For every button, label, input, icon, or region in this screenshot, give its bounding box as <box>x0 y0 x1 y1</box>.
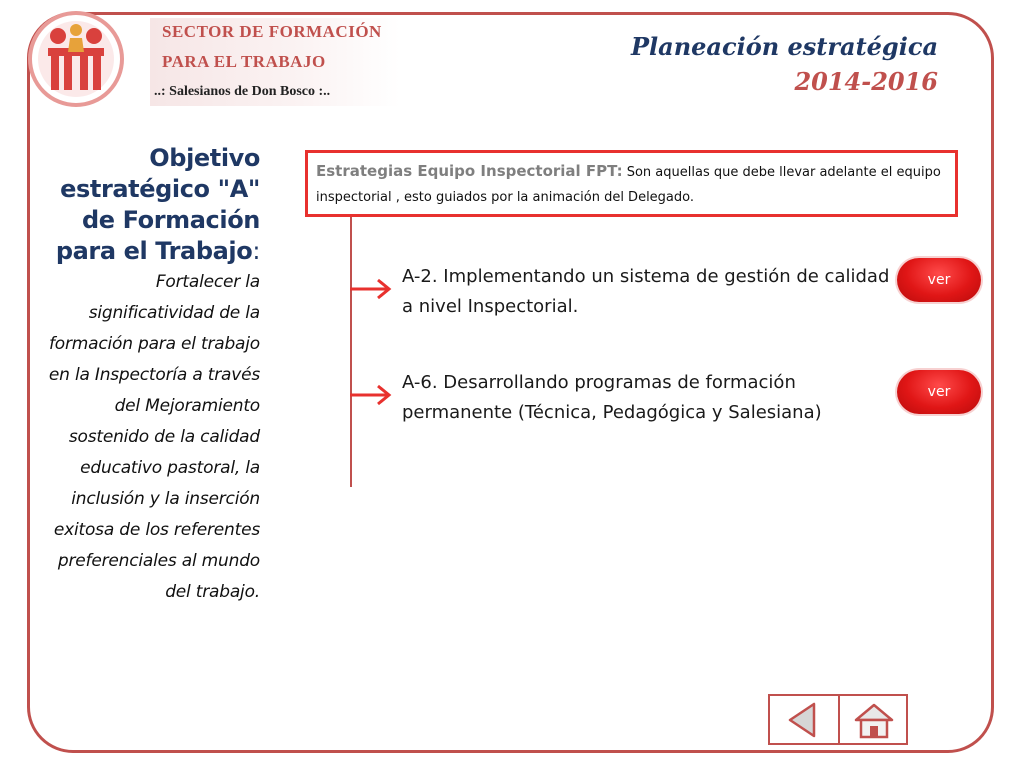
connector-line <box>350 217 352 487</box>
arrow-right-icon <box>350 383 392 407</box>
strategies-box <box>305 150 958 217</box>
home-icon[interactable] <box>844 700 904 740</box>
objective-heading-colon: : <box>252 237 260 265</box>
back-arrow-icon[interactable] <box>774 700 834 740</box>
strategy-item-a2: A-2. Implementando un sistema de gestión de calidad a nivel Inspectorial. <box>402 266 890 317</box>
objective-heading-text: Objetivo estratégico "A" de Formación para el Trabajo <box>55 144 260 265</box>
page-title-block <box>631 32 938 96</box>
strategies-label: Estrategias Equipo Inspectorial FPT: <box>316 162 623 180</box>
nav-divider <box>838 696 840 743</box>
ver-button-a6[interactable]: ver <box>897 370 981 414</box>
objective-heading <box>36 143 260 267</box>
strategy-item-a6: A-6. Desarrollando programas de formación permanente (Técnica, Pedagógica y Salesiana) <box>402 372 822 423</box>
banner-title: SECTOR DE FORMACIÓN <box>162 22 382 41</box>
salesian-logo-icon <box>26 4 126 116</box>
page-title: Planeación estratégica <box>630 32 938 61</box>
objective-description: Fortalecer la significatividad de la formación para el trabajo en la Inspectoría a través del Mejoramiento sostenido de la calidad educativo pastoral, la inclusión y la inserción exitosa de los referentes preferenciales al mundo del trabajo. <box>48 272 260 602</box>
page-years: 2014-2016 <box>794 67 938 96</box>
banner-organization: ..: Salesianos de Don Bosco :.. <box>154 84 331 99</box>
strategies-text: Son aquellas que debe llevar adelante el equipo inspectorial , esto guiados por la animación del Delegado. <box>316 165 941 205</box>
banner-subtitle: PARA EL TRABAJO <box>162 52 326 71</box>
arrow-right-icon <box>350 277 392 301</box>
objective-panel <box>36 143 260 608</box>
header-banner <box>150 18 400 106</box>
nav-controls <box>768 694 908 745</box>
ver-button-a2[interactable]: ver <box>897 258 981 302</box>
